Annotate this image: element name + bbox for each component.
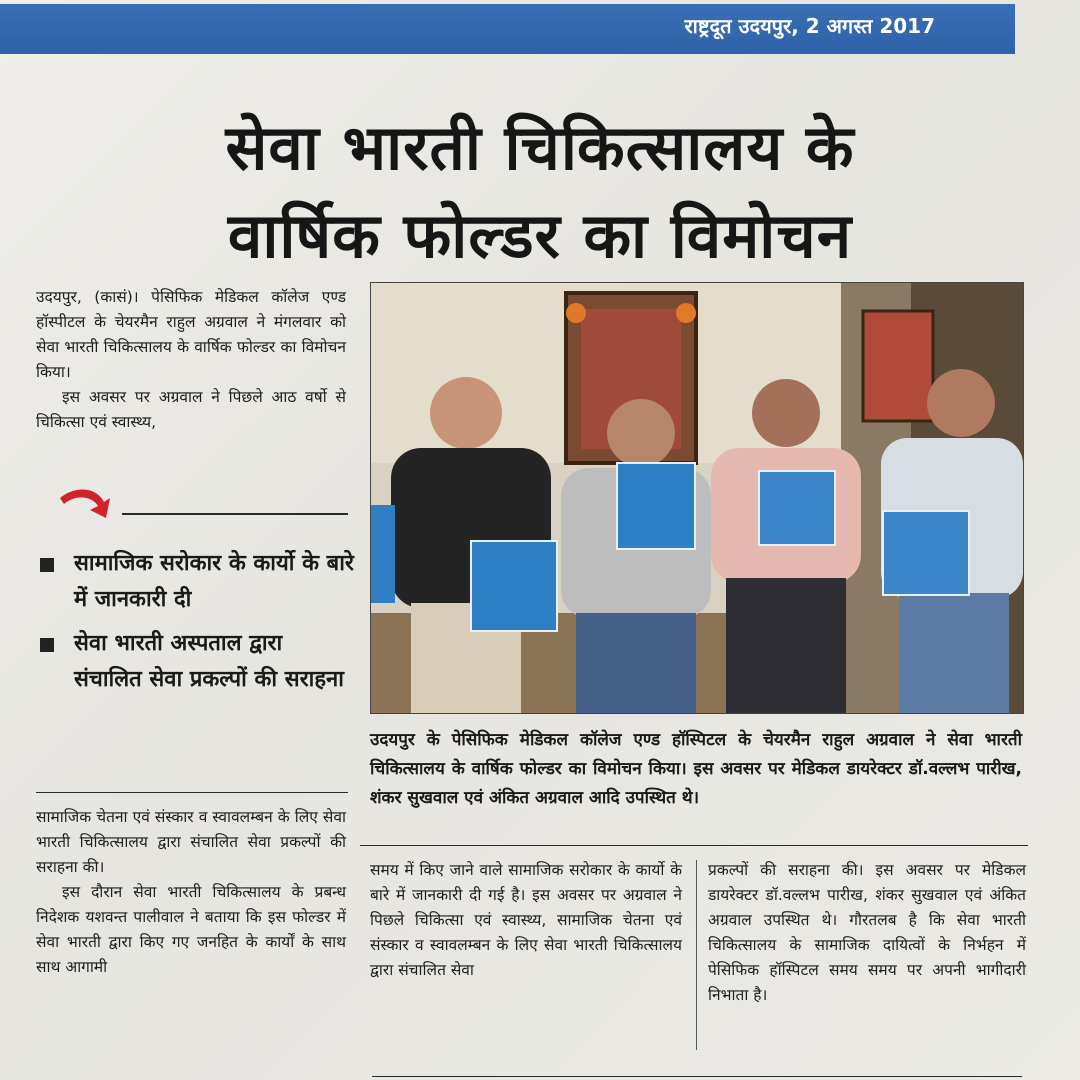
- body-paragraph-2: इस दौरान सेवा भारती चिकित्सालय के प्रबन्ध निदेशक यशवन्त पालीवाल ने बताया कि इस फोल्डर में सेवा भारती द्वारा किए गए जनहित के कार्यों के साथ साथ आगामी: [36, 883, 346, 976]
- highlight-item: [36, 546, 356, 618]
- bullet-square-icon: [40, 558, 54, 572]
- right-column: प्रकल्पों की सराहना की। इस अवसर पर मेडिकल डायरेक्टर डॉ.वल्लभ पारीख, शंकर सुखवाल एवं अंकित अग्रवाल उपस्थित थे। गौरतलब है कि सेवा भारती चिकित्सालय के सामाजिक दायित्वों के निर्भहन में पेसिफिक हॉस्पिटल समय समय पर अपनी भागीदारी निभाता है।: [708, 861, 1026, 1004]
- highlight-rule: [122, 513, 348, 515]
- event-photo: [370, 282, 1024, 714]
- intro-paragraph: उदयपुर, (कासं)। पेसिफिक मेडिकल कॉलेज एण्ड हॉस्पीटल के चेयरमैन राहुल अग्रवाल ने मंगलवार को सेवा भारती चिकित्सालय के वार्षिक फोल्डर का विमोचन किया।: [36, 288, 346, 381]
- highlight-text: सेवा भारती अस्पताल द्वारा संचालित सेवा प्रकल्पों की सराहना: [74, 631, 344, 692]
- left-column-bottom: [36, 805, 346, 980]
- caption-bottom-rule: [360, 845, 1028, 846]
- left-column-top: [36, 285, 346, 435]
- page-bottom-rule: [372, 1076, 1022, 1077]
- masthead-text: राष्ट्रदूत उदयपुर, 2 अगस्त 2017: [684, 14, 935, 38]
- masthead-band: [0, 4, 1015, 54]
- middle-column: समय में किए जाने वाले सामाजिक सरोकार के कार्यो के बारे में जानकारी दी गई है। इस अवसर पर अग्रवाल ने पिछले चिकित्सा एवं स्वास्थ्य, सामाजिक चेतना एवं संस्कार व स्वावलम्बन के लिए सेवा भारती चिकित्सालय द्वारा संचालित सेवा: [370, 861, 682, 979]
- bullet-square-icon: [40, 638, 54, 652]
- highlights-list: [36, 546, 356, 698]
- highlight-item: [36, 626, 356, 698]
- highlight-text: सामाजिक सरोकार के कार्यो के बारे में जानकारी दी: [74, 551, 354, 612]
- intro-paragraph-2: इस अवसर पर अग्रवाल ने पिछले आठ वर्षो से चिकित्सा एवं स्वास्थ्य,: [36, 388, 346, 431]
- red-arrow-icon: [56, 484, 116, 530]
- body-paragraph: सामाजिक चेतना एवं संस्कार व स्वावलम्बन के लिए सेवा भारती चिकित्सालय द्वारा संचालित सेवा प्रकल्पों की सराहना की।: [36, 808, 346, 876]
- photo-caption: उदयपुर के पेसिफिक मेडिकल कॉलेज एण्ड हॉस्पिटल के चेयरमैन राहुल अग्रवाल ने सेवा भारती चिकित्सालय के वार्षिक फोल्डर का विमोचन किया। इस अवसर पर मेडिकल डायरेक्टर डॉ.वल्लभ पारीख, शंकर सुखवाल एवं अंकित अग्रवाल आदि उपस्थित थे।: [370, 730, 1022, 808]
- headline-line-1: सेवा भारती चिकित्सालय के: [225, 111, 855, 184]
- headline-line-2: वार्षिक फोल्डर का विमोचन: [227, 199, 853, 272]
- column-divider: [696, 860, 697, 1050]
- highlight-bottom-rule: [36, 792, 348, 793]
- photo-illustration: [371, 283, 1023, 713]
